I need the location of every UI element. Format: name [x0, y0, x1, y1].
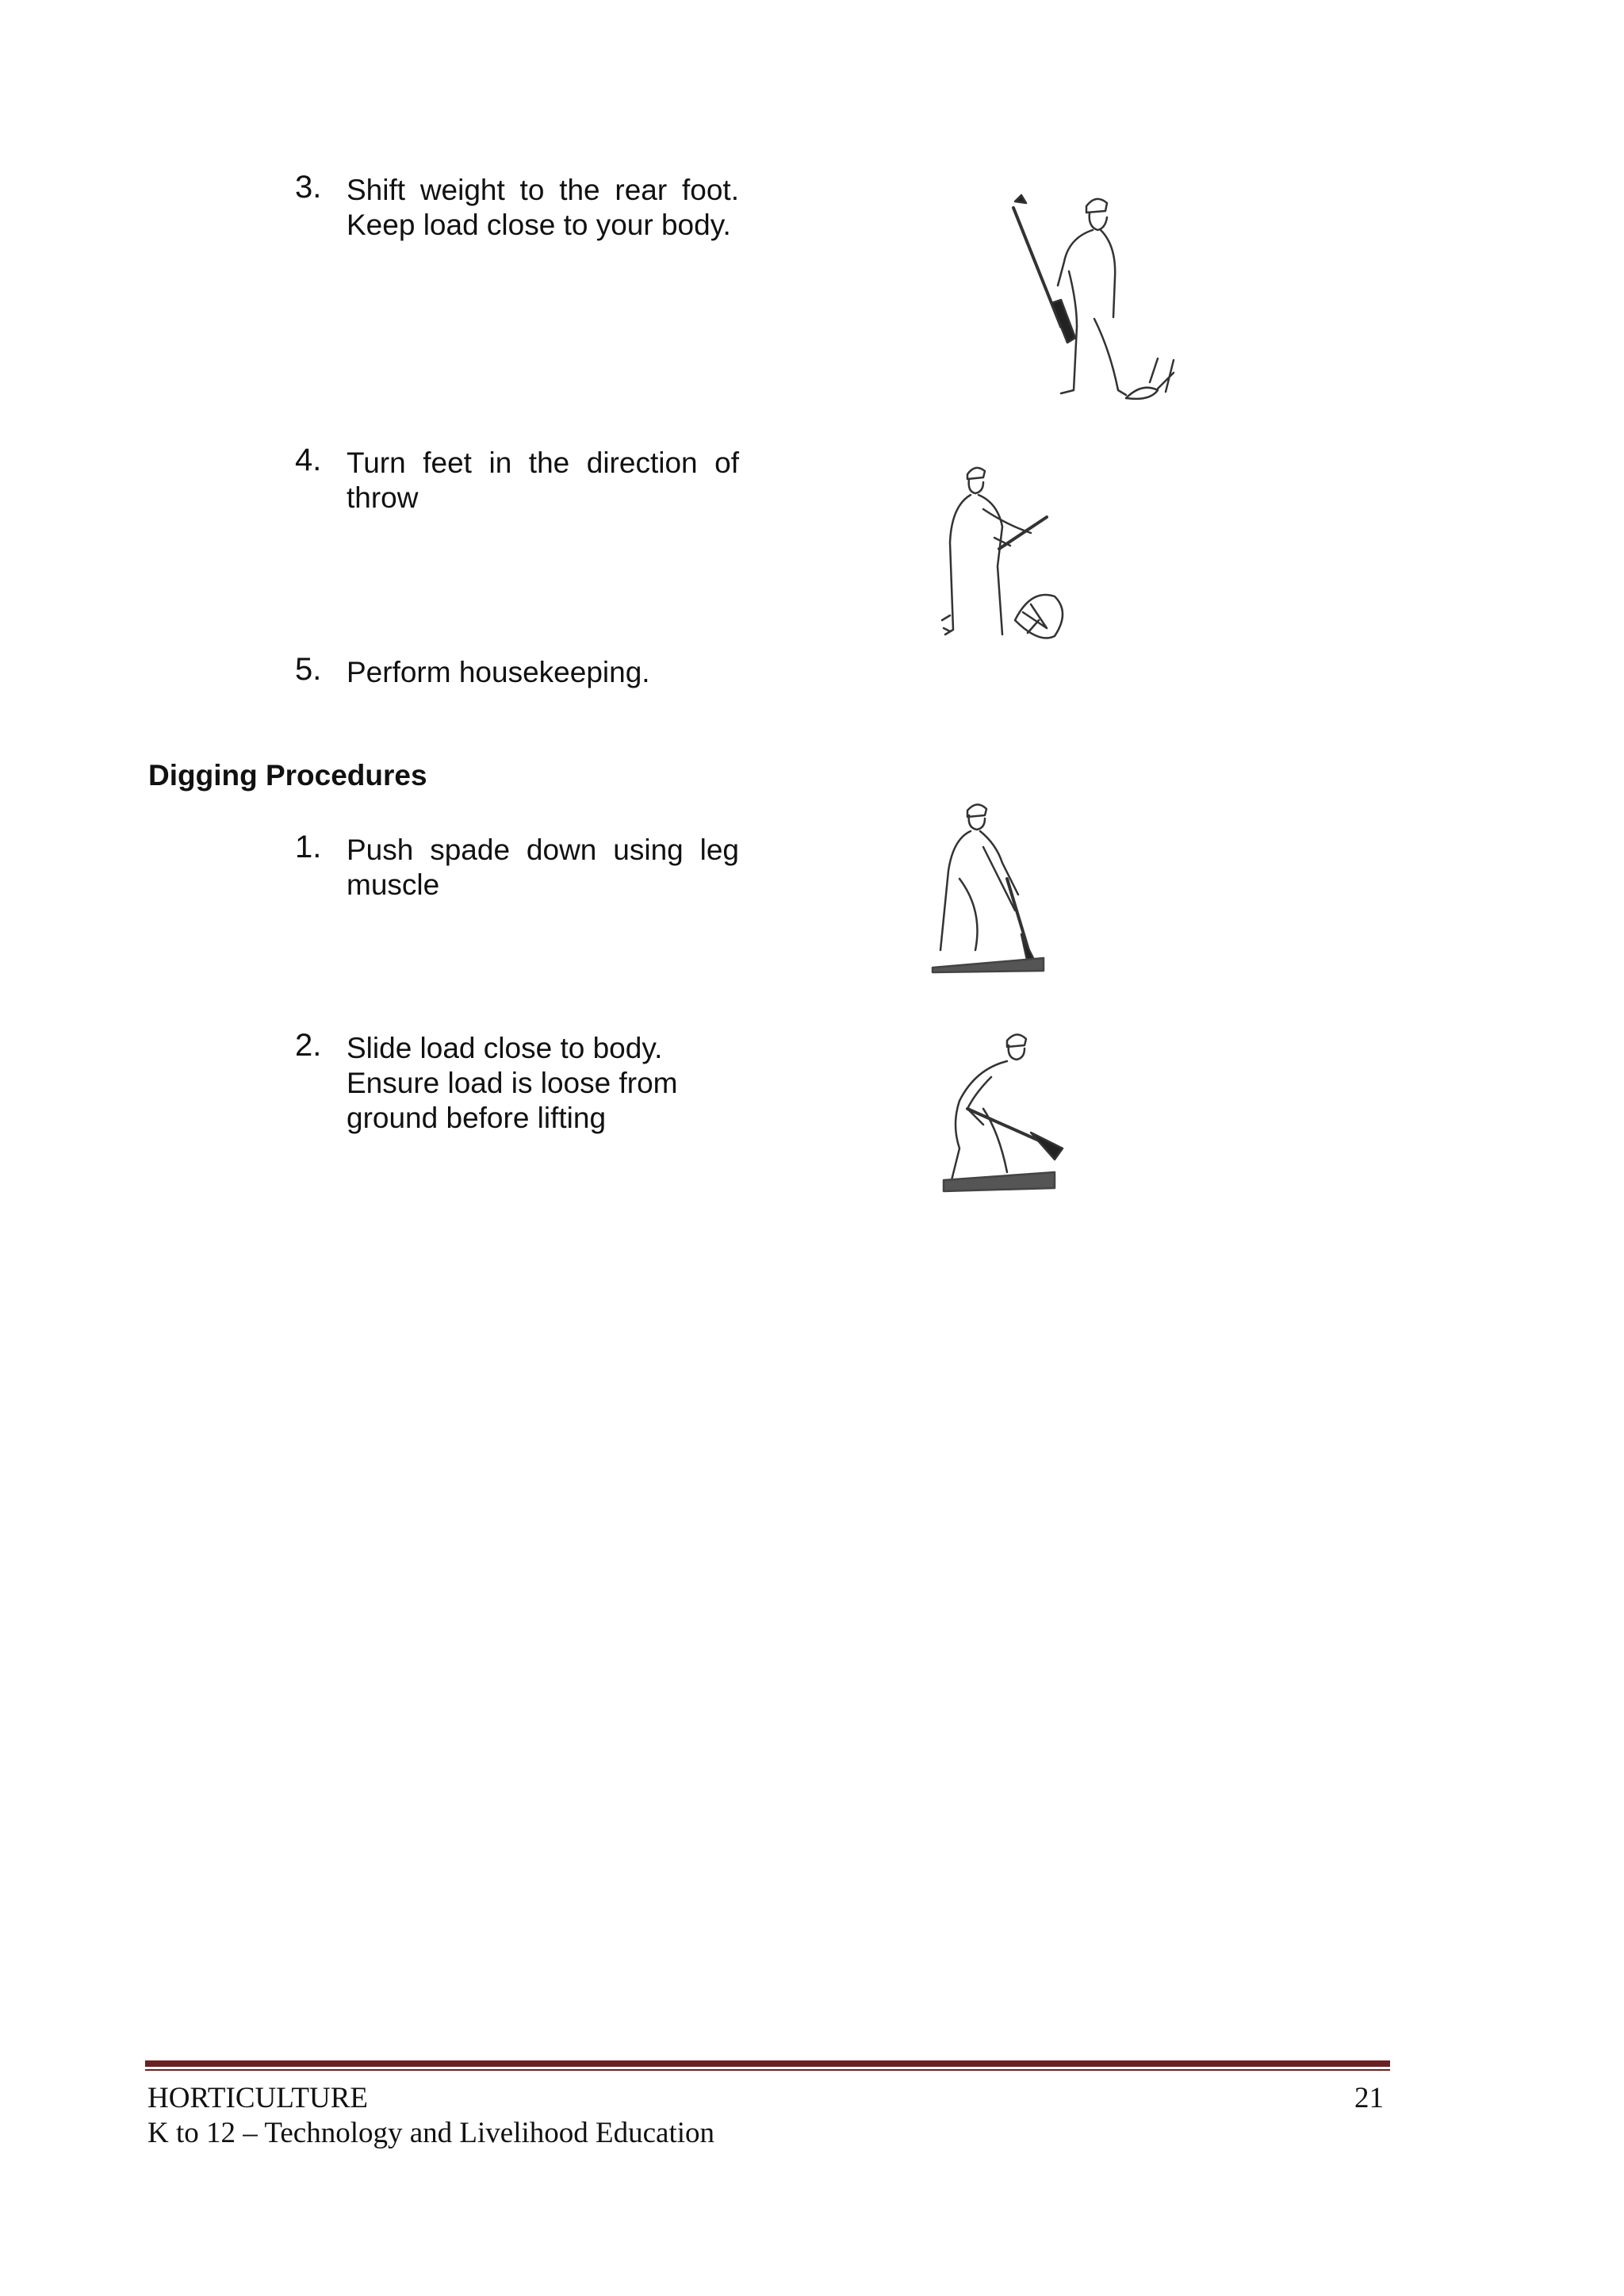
footer-course: K to 12 – Technology and Livelihood Education	[147, 2117, 715, 2149]
footer-subject: HORTICULTURE	[147, 2082, 369, 2114]
page-number: 21	[1354, 2082, 1384, 2114]
worker-turning-to-throw-icon	[936, 462, 1071, 644]
section-heading: Digging Procedures	[148, 759, 427, 792]
worker-lifting-spade-icon	[936, 1029, 1078, 1196]
step-text: Perform housekeeping.	[347, 656, 650, 688]
step-number: 2.	[295, 1028, 322, 1063]
step-text: Shift weight to the rear foot. Keep load close to your body.	[347, 174, 739, 241]
worker-throwing-load-icon	[1007, 184, 1189, 414]
step-number: 4.	[295, 443, 322, 477]
footer-rule-thin	[145, 2069, 1390, 2071]
step-number: 5.	[295, 652, 322, 687]
step-number: 3.	[295, 170, 322, 205]
worker-pushing-spade-icon	[928, 799, 1055, 974]
step-text: Slide load close to body. Ensure load is loose from ground before lifting	[347, 1032, 678, 1134]
step-number: 1.	[295, 830, 322, 864]
step-text: Push spade down using leg muscle	[347, 834, 739, 901]
step-text: Turn feet in the direction of throw	[347, 447, 739, 514]
footer-rule	[145, 2060, 1390, 2067]
